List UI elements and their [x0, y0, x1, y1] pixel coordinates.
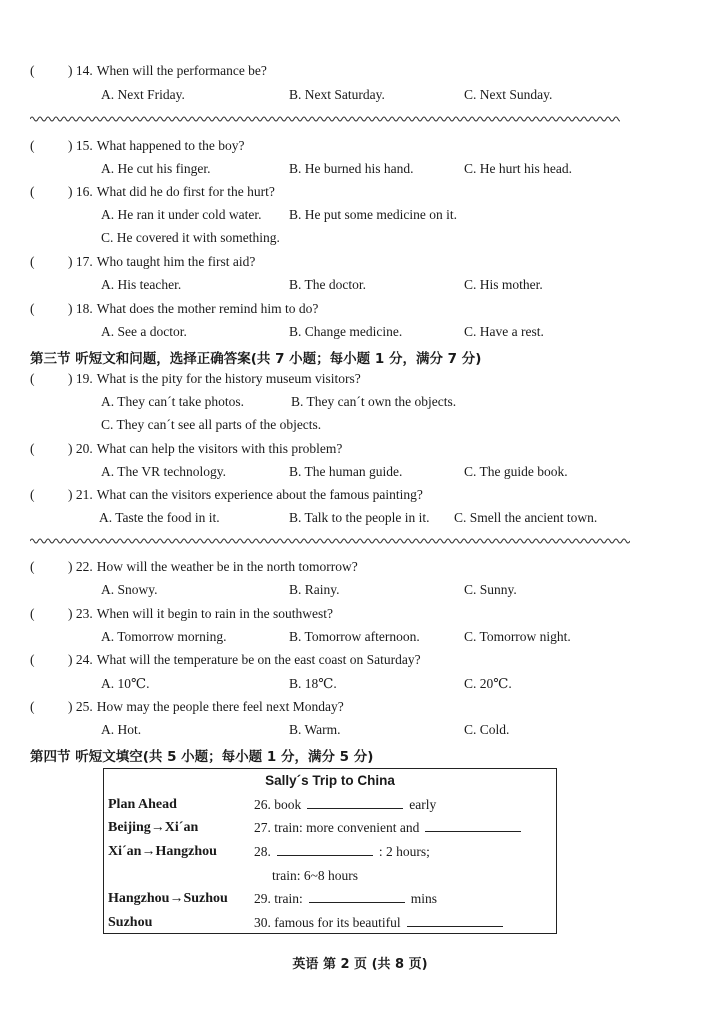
table-row-item: [254, 797, 436, 813]
page-footer: 英语 第 2 页 (共 8 页): [292, 957, 428, 972]
answer-bracket[interactable]: (: [30, 138, 35, 153]
option-c[interactable]: C. The guide book.: [464, 464, 568, 479]
option-b[interactable]: B. Tomorrow afternoon.: [289, 629, 420, 644]
question-text: How may the people there feel next Monday?: [96, 699, 344, 714]
question-row: [30, 487, 423, 503]
table-row-label: Plan Ahead: [108, 797, 177, 812]
option-b[interactable]: B. He burned his hand.: [289, 161, 414, 176]
item-text-after: early: [409, 797, 437, 812]
table-row-label: Hangzhou→Suzhou: [108, 891, 228, 906]
question-row: [30, 652, 421, 668]
question-text: What did he do first for the hurt?: [96, 184, 275, 199]
item-text-after: mins: [410, 891, 438, 906]
option-b[interactable]: B. Talk to the people in it.: [289, 510, 430, 525]
answer-bracket[interactable]: (: [30, 699, 35, 714]
option-a[interactable]: A. He cut his finger.: [101, 161, 211, 176]
option-a[interactable]: A. 10℃.: [101, 676, 150, 691]
option-c[interactable]: C. His mother.: [464, 277, 543, 292]
option-a[interactable]: A. He ran it under cold water.: [101, 207, 262, 222]
item-text: train: 6~8 hours: [272, 868, 359, 883]
item-text: 29. train:: [254, 891, 303, 906]
question-text: What happened to the boy?: [96, 138, 245, 153]
option-b[interactable]: B. The human guide.: [289, 464, 403, 479]
option-a[interactable]: A. The VR technology.: [101, 464, 226, 479]
option-a[interactable]: A. Tomorrow morning.: [101, 629, 227, 644]
option-b[interactable]: B. Warm.: [289, 722, 341, 737]
option-b[interactable]: B. The doctor.: [289, 277, 366, 292]
table-row-label: Suzhou: [108, 915, 153, 930]
option-a[interactable]: A. They can´t take photos.: [101, 394, 244, 409]
answer-bracket[interactable]: (: [30, 606, 35, 621]
option-a[interactable]: A. See a doctor.: [101, 324, 187, 339]
option-c[interactable]: C. 20℃.: [464, 676, 512, 691]
question-row: [30, 441, 342, 457]
fill-blank[interactable]: [425, 820, 521, 832]
fill-blank[interactable]: [277, 844, 373, 856]
question-row: [30, 63, 267, 79]
option-c[interactable]: C. Sunny.: [464, 582, 517, 597]
answer-bracket[interactable]: (: [30, 301, 35, 316]
question-number: ) 25.: [68, 699, 93, 714]
option-b[interactable]: B. Next Saturday.: [289, 87, 385, 102]
option-b[interactable]: B. He put some medicine on it.: [289, 207, 457, 222]
question-text: When will the performance be?: [96, 63, 267, 78]
answer-bracket[interactable]: (: [30, 487, 35, 502]
answer-bracket[interactable]: (: [30, 371, 35, 386]
question-text: What does the mother remind him to do?: [96, 301, 319, 316]
question-row: [30, 301, 318, 317]
option-c[interactable]: C. Tomorrow night.: [464, 629, 571, 644]
table-row-item: [272, 868, 358, 884]
option-c[interactable]: C. Smell the ancient town.: [454, 510, 598, 525]
question-number: ) 20.: [68, 441, 93, 456]
question-row: [30, 606, 333, 622]
question-text: When will it begin to rain in the southwest?: [96, 606, 333, 621]
option-a[interactable]: A. His teacher.: [101, 277, 182, 292]
fill-blank[interactable]: [407, 915, 503, 927]
option-c[interactable]: C. Cold.: [464, 722, 510, 737]
item-text: 28.: [254, 844, 271, 859]
question-text: What can help the visitors with this problem?: [96, 441, 343, 456]
answer-bracket[interactable]: (: [30, 652, 35, 667]
question-number: ) 18.: [68, 301, 93, 316]
question-number: ) 23.: [68, 606, 93, 621]
table-row-item: [254, 844, 430, 860]
wavy-divider: [30, 537, 630, 545]
option-b[interactable]: B. 18℃.: [289, 676, 337, 691]
wavy-divider: [30, 115, 620, 123]
question-number: ) 21.: [68, 487, 93, 502]
question-text: Who taught him the first aid?: [96, 254, 256, 269]
question-number: ) 17.: [68, 254, 93, 269]
table-row-label: Beijing→Xi´an: [108, 820, 199, 835]
question-row: [30, 254, 255, 270]
option-c[interactable]: C. They can´t see all parts of the objects.: [101, 417, 322, 432]
question-text: What is the pity for the history museum visitors?: [96, 371, 361, 386]
answer-bracket[interactable]: (: [30, 63, 35, 78]
section-heading: 第三节 听短文和问题，选择正确答案(共 7 小题；每小题 1 分，满分 7 分): [30, 351, 482, 367]
option-c[interactable]: C. Have a rest.: [464, 324, 544, 339]
table-row-label: Xi´an→Hangzhou: [108, 844, 217, 859]
option-a[interactable]: A. Snowy.: [101, 582, 158, 597]
question-number: ) 19.: [68, 371, 93, 386]
question-row: [30, 184, 275, 200]
item-text: 26. book: [254, 797, 302, 812]
question-number: ) 15.: [68, 138, 93, 153]
table-row-item: [254, 820, 527, 836]
question-number: ) 22.: [68, 559, 93, 574]
fill-blank[interactable]: [307, 797, 403, 809]
item-text: 27. train: more convenient and: [254, 820, 420, 835]
option-b[interactable]: B. Rainy.: [289, 582, 340, 597]
option-c[interactable]: C. Next Sunday.: [464, 87, 553, 102]
option-b[interactable]: B. Change medicine.: [289, 324, 403, 339]
item-text: 30. famous for its beautiful: [254, 915, 401, 930]
trip-table: [103, 768, 557, 934]
table-row-item: [254, 891, 437, 907]
section-heading: 第四节 听短文填空(共 5 小题；每小题 1 分，满分 5 分): [30, 749, 374, 765]
option-a[interactable]: A. Taste the food in it.: [99, 510, 220, 525]
item-text-after: : 2 hours;: [378, 844, 430, 859]
question-row: [30, 559, 358, 575]
question-number: ) 14.: [68, 63, 93, 78]
question-row: [30, 699, 344, 715]
option-b[interactable]: B. They can´t own the objects.: [291, 394, 457, 409]
option-a[interactable]: A. Hot.: [101, 722, 142, 737]
question-number: ) 16.: [68, 184, 93, 199]
question-number: ) 24.: [68, 652, 93, 667]
table-title: Sally´s Trip to China: [265, 773, 395, 788]
answer-bracket[interactable]: (: [30, 441, 35, 456]
question-row: [30, 138, 244, 154]
option-a[interactable]: A. Next Friday.: [101, 87, 185, 102]
answer-bracket[interactable]: (: [30, 184, 35, 199]
question-text: What can the visitors experience about the famous painting?: [96, 487, 423, 502]
question-text: How will the weather be in the north tomorrow?: [96, 559, 358, 574]
answer-bracket[interactable]: (: [30, 559, 35, 574]
question-text: What will the temperature be on the east coast on Saturday?: [96, 652, 421, 667]
question-row: [30, 371, 361, 387]
answer-bracket[interactable]: (: [30, 254, 35, 269]
option-c[interactable]: C. He covered it with something.: [101, 230, 280, 245]
table-row-item: [254, 915, 509, 931]
fill-blank[interactable]: [309, 891, 405, 903]
option-c[interactable]: C. He hurt his head.: [464, 161, 572, 176]
